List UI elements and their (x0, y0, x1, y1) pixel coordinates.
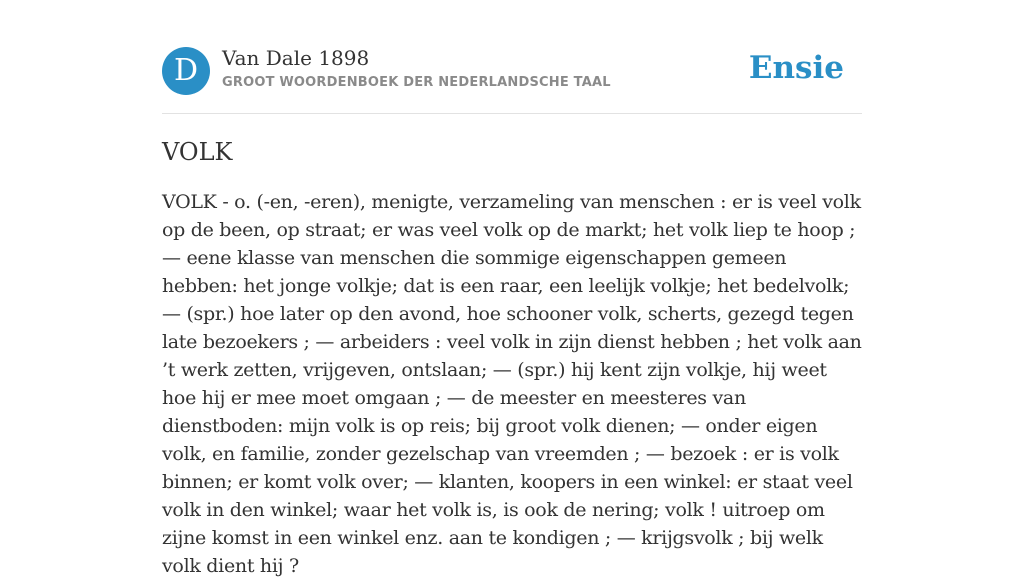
definition-text: VOLK - o. (-en, -eren), menigte, verzameling van menschen : er is veel volk op de been, op straat; er was veel volk op de markt; het volk liep te hoop ; — eene klasse van menschen die sommige eigenschappen gemeen hebben: het jonge volkje; dat is een raar, een leelijk volkje; het bedelvolk; — (spr.) hoe later op den avond, hoe schooner volk, scherts, gezegd tegen late bezoekers ; — arbeiders : veel volk in zijn dienst hebben ; het volk aan ’t werk zetten, vrijgeven, ontslaan; — (spr.) hij kent zijn volkje, hij weet hoe hij er mee moet omgaan ; — de meester en meesteres van dienstboden: mijn volk is op reis; bij groot volk dienen; — onder eigen volk, en familie, zonder gezelschap van vreemden ; — bezoek : er is volk binnen; er komt volk over; — klanten, koopers in een winkel: er staat veel volk in den winkel; waar het volk is, is ook de nering; volk ! uitroep om zijne komst in een winkel enz. aan te kondigen ; — krijgsvolk ; bij welk volk dient hij ? (162, 191, 862, 577)
source-subtitle: GROOT WOORDENBOEK DER NEDERLANDSCHE TAAL (222, 75, 611, 90)
source-title[interactable]: Van Dale 1898 (222, 46, 370, 70)
source-avatar[interactable]: D (162, 47, 210, 95)
dictionary-header (162, 46, 862, 96)
ensie-logo[interactable]: Ensie (748, 50, 844, 86)
page-title: VOLK (162, 138, 233, 166)
header-divider (162, 113, 862, 114)
